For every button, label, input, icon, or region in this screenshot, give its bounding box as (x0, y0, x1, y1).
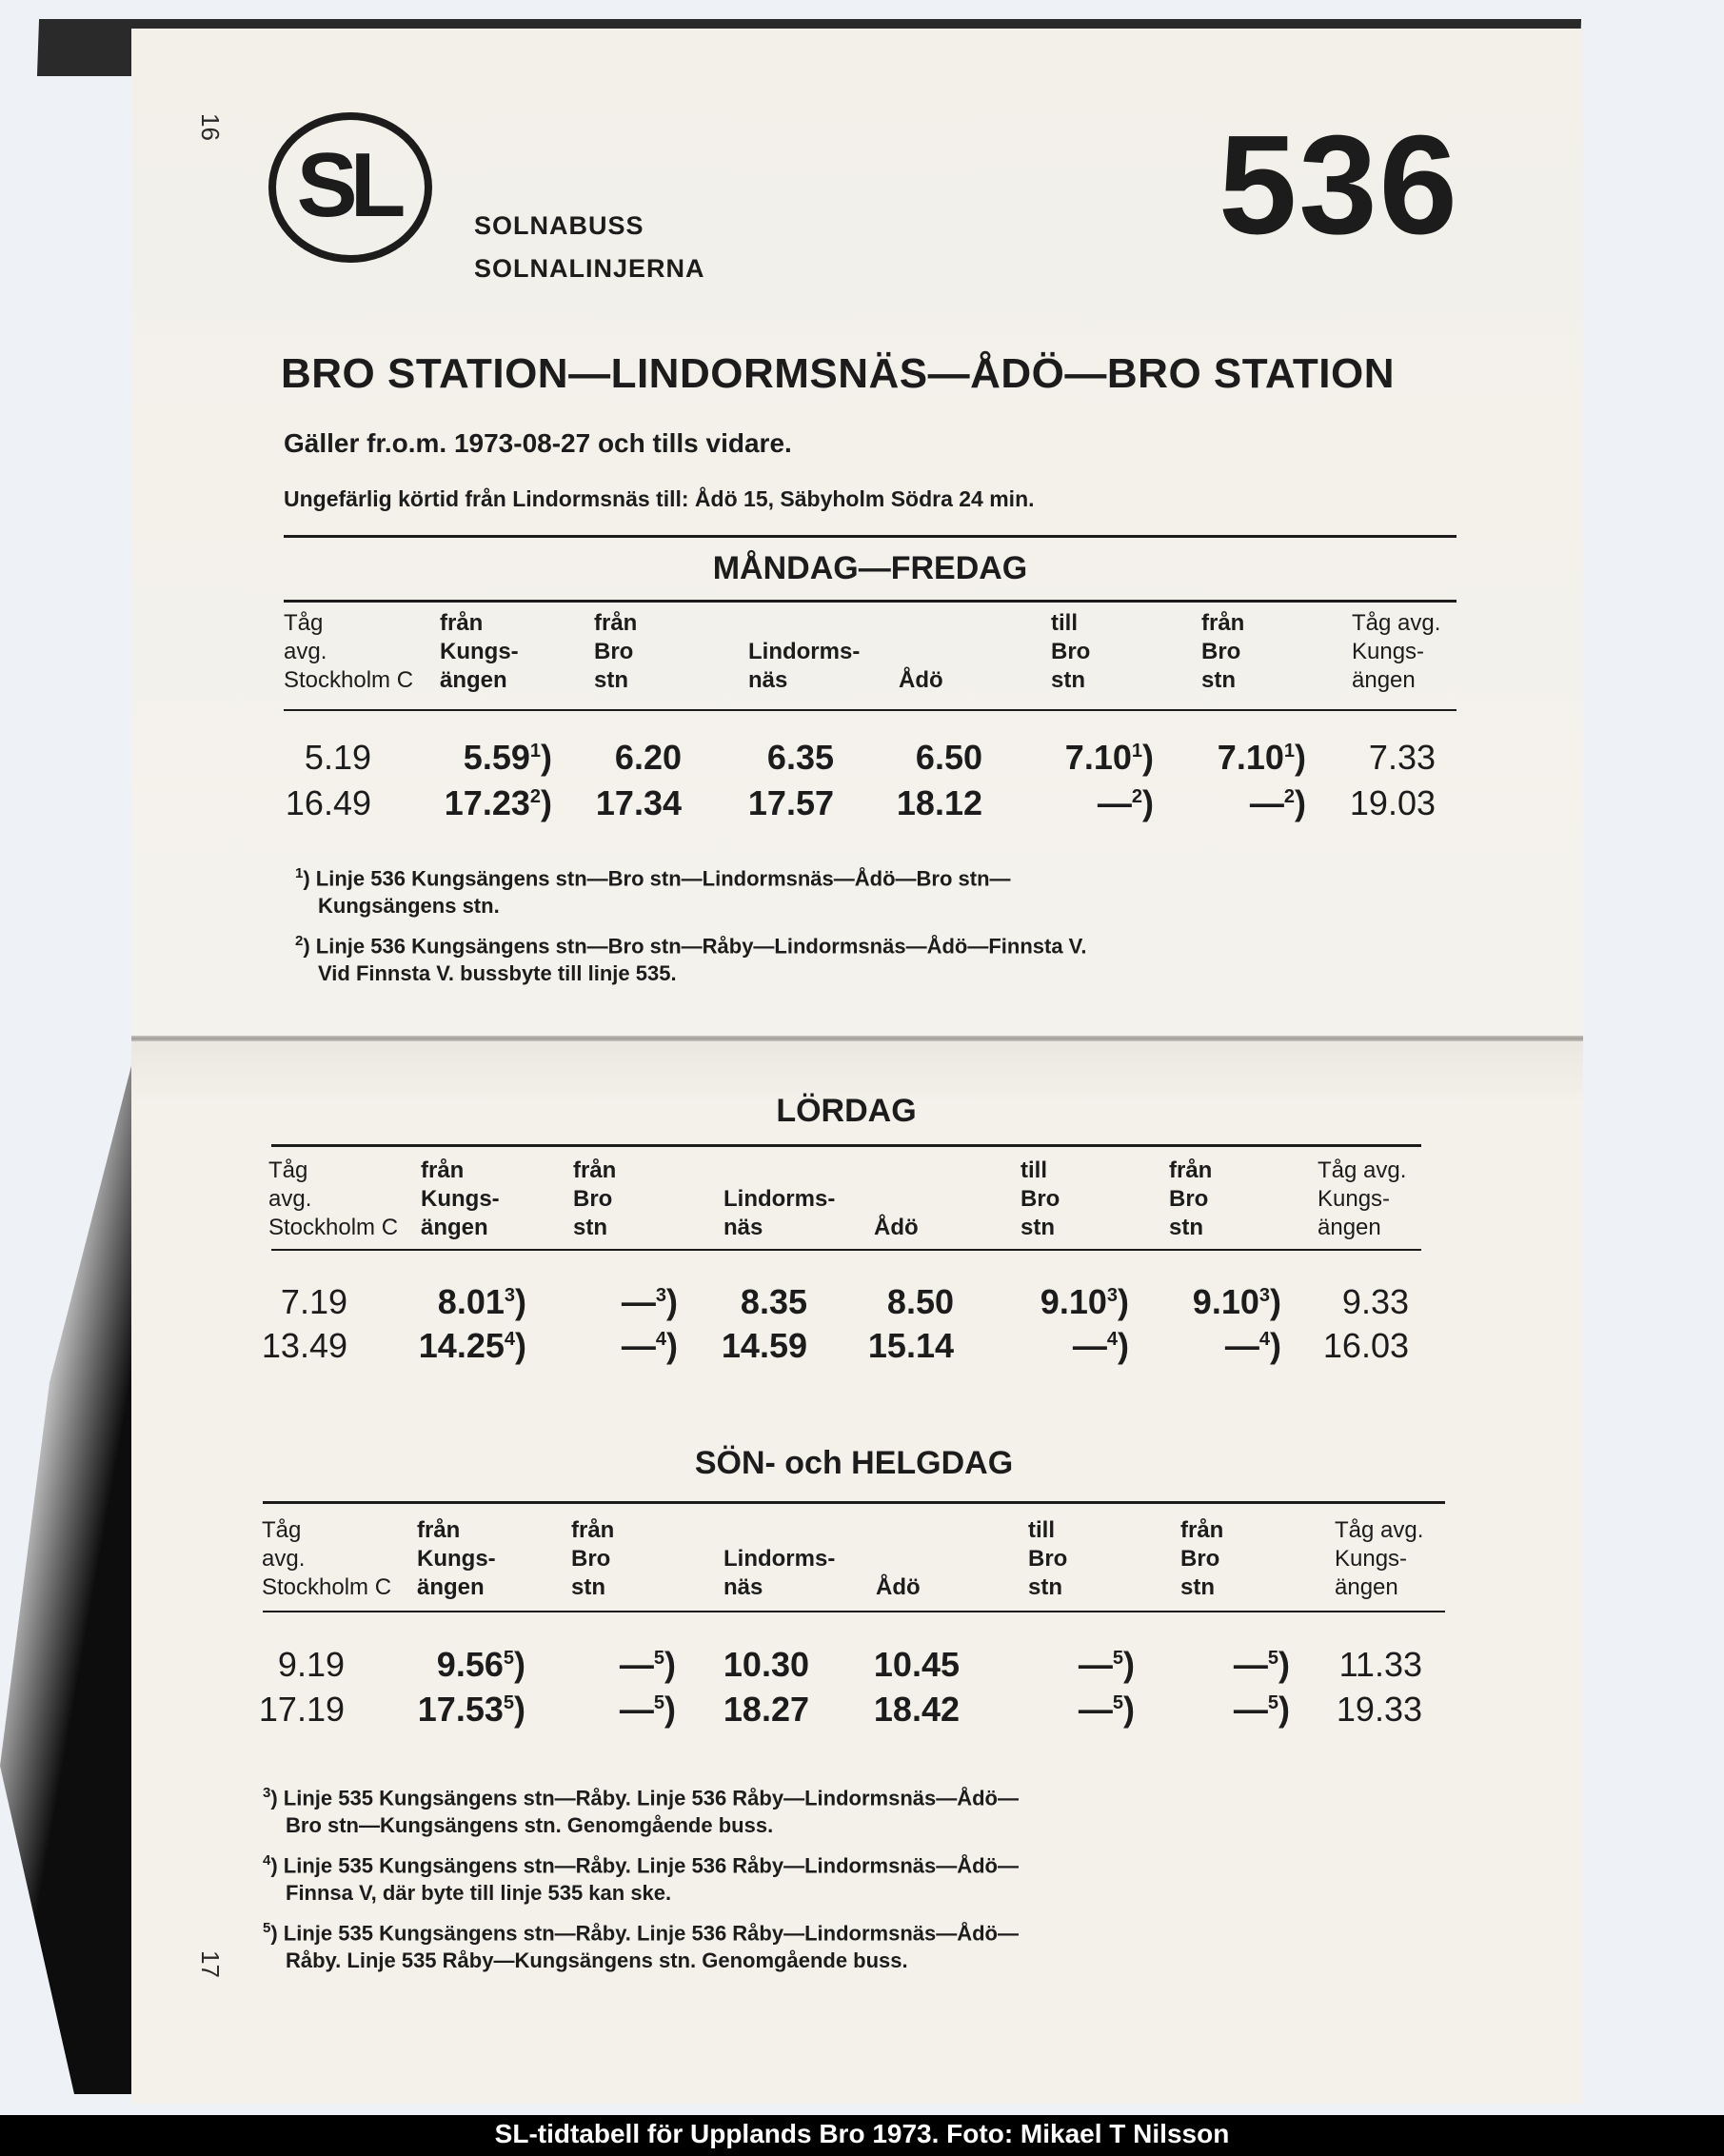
weekday-column-header: Ådö (899, 667, 943, 693)
footnote-paren: ) (514, 1690, 525, 1729)
footnote-paren: ) (1142, 783, 1154, 822)
sunday-column-header: stn (571, 1574, 605, 1600)
footnote-paren: ) (1123, 1645, 1135, 1684)
saturday-time-cell (1193, 1282, 1281, 1322)
footnote-paren: ) (515, 1326, 526, 1365)
time-value: — (1249, 783, 1284, 822)
saturday-time-cell (262, 1326, 347, 1366)
sunday-column-header: ängen (1335, 1574, 1398, 1600)
time-value: 11.33 (1338, 1645, 1422, 1684)
weekday-column-header: näs (748, 667, 788, 693)
time-value: 18.42 (873, 1690, 960, 1729)
time-value: — (1078, 1690, 1113, 1729)
sunday-time-cell (723, 1690, 809, 1730)
weekday-column-header: från (1201, 610, 1245, 636)
sunday-time-cell (1234, 1690, 1290, 1730)
time-value: 7.19 (280, 1282, 347, 1321)
sunday-time-cell (874, 1690, 960, 1730)
footnote-paren: ) (1278, 1645, 1290, 1684)
footnote-paren: ) (514, 1645, 525, 1684)
saturday-column-header: till (1021, 1157, 1047, 1183)
saturday-time-cell (1342, 1282, 1409, 1322)
weekday-column-header: Bro (1201, 639, 1241, 664)
weekday-column-header: Lindorms- (748, 639, 861, 664)
saturday-rule-header-top (271, 1144, 1421, 1147)
saturday-time-cell (868, 1326, 954, 1366)
sunday-rule-header-bottom (263, 1611, 1445, 1612)
saturday-column-header: näs (723, 1215, 763, 1240)
saturday-column-header: stn (1169, 1215, 1203, 1240)
footnote-mark: 4 (655, 1329, 666, 1350)
sl-logo (268, 112, 432, 263)
time-value: — (621, 1326, 656, 1365)
sunday-footnote (286, 1810, 773, 1841)
footnote-paren: ) (270, 1786, 284, 1810)
saturday-column-header: från (573, 1157, 617, 1183)
time-value: 15.14 (867, 1326, 954, 1365)
footnote-number: 2 (295, 933, 304, 949)
weekday-time-cell (286, 783, 371, 823)
time-value: — (621, 1282, 656, 1321)
sunday-time-cell (620, 1645, 676, 1685)
footnote-paren: ) (1123, 1690, 1135, 1729)
footnote-mark: 3 (655, 1285, 666, 1306)
footnote-paren: ) (1278, 1690, 1290, 1729)
footnote-paren: ) (1270, 1326, 1281, 1365)
weekday-column-header: Kungs- (1352, 639, 1425, 664)
footnote-paren: ) (1295, 783, 1306, 822)
footnote-mark: 1 (1283, 741, 1295, 762)
footnote-paren: ) (303, 866, 316, 891)
time-value: — (619, 1645, 654, 1684)
time-value: 13.49 (261, 1326, 347, 1365)
weekday-rule-header-bottom (284, 709, 1456, 711)
weekday-rule-header-top (284, 600, 1456, 603)
saturday-column-header: stn (573, 1215, 607, 1240)
time-value: 5.59 (463, 738, 530, 777)
time-value: 6.20 (614, 738, 682, 777)
footnote-text: Linje 536 Kungsängens stn—Bro stn—Lindormsnäs—Ådö—Bro stn— (315, 866, 1011, 891)
weekday-column-header: Kungs- (440, 639, 519, 664)
weekday-time-cell (1350, 783, 1436, 823)
sunday-column-header: från (417, 1517, 461, 1543)
sunday-rule-header-top (263, 1501, 1445, 1504)
footnote-text: Kungsängens stn. (318, 894, 500, 918)
sunday-section-title: SÖN- och HELGDAG (694, 1445, 1014, 1481)
saturday-column-header: Kungs- (421, 1186, 500, 1212)
time-value: 17.23 (444, 783, 530, 822)
footnote-paren: ) (1118, 1326, 1129, 1365)
weekday-column-header: från (440, 610, 484, 636)
weekday-column-header: Tåg (284, 610, 324, 636)
footnote-mark: 5 (1112, 1648, 1123, 1669)
time-value: 6.35 (766, 738, 834, 777)
weekday-column-header: stn (1201, 667, 1236, 693)
saturday-column-header: från (421, 1157, 465, 1183)
sunday-footnote (286, 1878, 671, 1909)
weekday-time-cell (305, 738, 371, 778)
footnote-paren: ) (666, 1282, 678, 1321)
sunday-time-cell (1079, 1690, 1135, 1730)
sunday-time-cell (278, 1645, 345, 1685)
time-value: 8.50 (886, 1282, 954, 1321)
saturday-column-header: ängen (421, 1215, 488, 1240)
time-value: 17.53 (417, 1690, 504, 1729)
time-value: — (1233, 1645, 1268, 1684)
sunday-column-header: ängen (417, 1574, 485, 1600)
saturday-time-cell (722, 1326, 807, 1366)
weekday-column-header: Bro (594, 639, 634, 664)
footnote-paren: ) (1270, 1282, 1281, 1321)
weekday-footnote (318, 891, 500, 921)
saturday-time-cell (1323, 1326, 1409, 1366)
footnote-number: 3 (263, 1785, 271, 1801)
time-value: 9.56 (436, 1645, 504, 1684)
saturday-time-cell (887, 1282, 954, 1322)
sunday-footnote (286, 1946, 908, 1976)
sunday-time-cell (1079, 1645, 1135, 1685)
sunday-time-cell (874, 1645, 960, 1685)
weekday-footnote (295, 926, 1086, 961)
saturday-column-header: stn (1021, 1215, 1055, 1240)
footnote-paren: ) (1118, 1282, 1129, 1321)
sunday-column-header: Bro (571, 1546, 611, 1572)
footnote-mark: 5 (1112, 1692, 1123, 1713)
validity-text: Gäller fr.o.m. 1973-08-27 och tills vidare. (284, 428, 792, 458)
time-value: 18.12 (896, 783, 982, 822)
sunday-time-cell (418, 1690, 525, 1730)
sunday-column-header: Bro (1028, 1546, 1068, 1572)
footnote-text: Bro stn—Kungsängens stn. Genomgående buss. (286, 1813, 774, 1837)
sunday-column-header: stn (1028, 1574, 1062, 1600)
sunday-column-header: till (1028, 1517, 1055, 1543)
operator-name: SOLNABUSS (474, 211, 644, 240)
saturday-time-cell (741, 1282, 807, 1322)
weekday-column-header: stn (1051, 667, 1085, 693)
weekday-column-header: Bro (1051, 639, 1091, 664)
footnote-mark: 5 (503, 1648, 514, 1669)
saturday-time-cell (1225, 1326, 1281, 1366)
saturday-section-title: LÖRDAG (776, 1093, 917, 1129)
weekday-time-cell (464, 738, 552, 778)
weekday-column-header: stn (594, 667, 628, 693)
saturday-time-cell (281, 1282, 347, 1322)
footnote-number: 1 (295, 865, 304, 881)
time-value: 18.27 (723, 1690, 809, 1729)
footnote-mark: 2 (1283, 786, 1295, 807)
saturday-column-header: från (1169, 1157, 1213, 1183)
saturday-column-header: Ådö (874, 1215, 919, 1240)
travel-time-note: Ungefärlig körtid från Lindormsnäs till: Ådö 15, Säbyholm Södra 24 min. (284, 486, 1035, 511)
footnote-text: Linje 535 Kungsängens stn—Råby. Linje 536 Råby—Lindormsnäs—Ådö— (283, 1853, 1019, 1878)
footnote-mark: 3 (1106, 1285, 1118, 1306)
time-value: 7.33 (1368, 738, 1436, 777)
sunday-column-header: stn (1180, 1574, 1215, 1600)
weekday-section-title: MÅNDAG—FREDAG (712, 550, 1028, 586)
weekday-footnote (318, 959, 677, 989)
time-value: 7.10 (1217, 738, 1284, 777)
sunday-column-header: näs (723, 1574, 763, 1600)
footnote-mark: 4 (504, 1329, 515, 1350)
footnote-paren: ) (664, 1690, 676, 1729)
route-title: BRO STATION—LINDORMSNÄS—ÅDÖ—BRO STATION (281, 350, 1395, 397)
saturday-column-header: avg. (268, 1186, 312, 1212)
sunday-footnote (263, 1846, 1019, 1881)
footnote-mark: 4 (1258, 1329, 1270, 1350)
sunday-column-header: från (571, 1517, 615, 1543)
weekday-time-cell (1098, 783, 1154, 823)
sunday-time-cell (1234, 1645, 1290, 1685)
weekday-column-header: Stockholm C (284, 667, 414, 693)
footnote-text: Linje 535 Kungsängens stn—Råby. Linje 536 Råby—Lindormsnäs—Ådö— (283, 1786, 1019, 1810)
time-value: 9.19 (277, 1645, 345, 1684)
footnote-mark: 5 (653, 1692, 664, 1713)
time-value: 16.03 (1322, 1326, 1409, 1365)
footnote-text: Råby. Linje 535 Råby—Kungsängens stn. Genomgående buss. (286, 1948, 908, 1972)
footnote-text: Vid Finnsta V. bussbyte till linje 535. (318, 961, 677, 985)
footnote-paren: ) (664, 1645, 676, 1684)
footnote-paren: ) (515, 1282, 526, 1321)
footnote-text: Linje 535 Kungsängens stn—Råby. Linje 536 Råby—Lindormsnäs—Ådö— (283, 1921, 1019, 1946)
saturday-time-cell (419, 1326, 526, 1366)
time-value: 14.59 (721, 1326, 807, 1365)
route-number: 536 (1219, 107, 1459, 264)
weekday-time-cell (748, 783, 834, 823)
saturday-column-header: Lindorms- (723, 1186, 836, 1212)
time-value: — (619, 1690, 654, 1729)
time-value: — (1078, 1645, 1113, 1684)
time-value: 16.49 (285, 783, 371, 822)
sunday-footnote (263, 1778, 1019, 1813)
weekday-column-header: ängen (1352, 667, 1416, 693)
time-value: 10.30 (723, 1645, 809, 1684)
sunday-column-header: Bro (1180, 1546, 1220, 1572)
time-value: 6.50 (915, 738, 982, 777)
weekday-time-cell (1218, 738, 1306, 778)
sunday-column-header: Stockholm C (262, 1574, 392, 1600)
page-number-bottom: 17 (195, 1950, 225, 1978)
footnote-paren: ) (666, 1326, 678, 1365)
saturday-column-header: Stockholm C (268, 1215, 399, 1240)
footnote-paren: ) (303, 934, 316, 959)
time-value: 8.35 (740, 1282, 807, 1321)
saturday-column-header: Tåg avg. (1318, 1157, 1407, 1183)
sunday-column-header: Tåg avg. (1335, 1517, 1424, 1543)
weekday-time-cell (1250, 783, 1306, 823)
saturday-column-header: Tåg (268, 1157, 308, 1183)
footnote-mark: 2 (529, 786, 541, 807)
weekday-time-cell (615, 738, 682, 778)
footnote-mark: 5 (1267, 1648, 1278, 1669)
booklet-fold (131, 1036, 1583, 1041)
sunday-column-header: Kungs- (1335, 1546, 1408, 1572)
time-value: — (1072, 1326, 1107, 1365)
saturday-time-cell (622, 1326, 678, 1366)
sunday-column-header: Kungs- (417, 1546, 496, 1572)
saturday-column-header: Bro (1169, 1186, 1209, 1212)
footnote-mark: 3 (1258, 1285, 1270, 1306)
footnote-paren: ) (541, 783, 552, 822)
sunday-time-cell (620, 1690, 676, 1730)
footnote-mark: 2 (1131, 786, 1142, 807)
weekday-time-cell (767, 738, 834, 778)
time-value: — (1097, 783, 1132, 822)
time-value: 17.19 (258, 1690, 345, 1729)
footnote-mark: 5 (503, 1692, 514, 1713)
time-value: 7.10 (1064, 738, 1132, 777)
time-value: 5.19 (304, 738, 371, 777)
sunday-time-cell (259, 1690, 345, 1730)
weekday-column-header: ängen (440, 667, 507, 693)
time-value: 19.33 (1336, 1690, 1422, 1729)
weekday-time-cell (1065, 738, 1154, 778)
footnote-paren: ) (270, 1921, 284, 1946)
footnote-text: Finnsa V, där byte till linje 535 kan ske. (286, 1881, 672, 1905)
sunday-time-cell (1339, 1645, 1422, 1685)
footnote-paren: ) (1295, 738, 1306, 777)
time-value: 9.10 (1192, 1282, 1259, 1321)
photo-caption: SL-tidtabell för Upplands Bro 1973. Foto: Mikael T Nilsson (494, 2119, 1230, 2148)
time-value: 17.34 (595, 783, 682, 822)
weekday-column-header: avg. (284, 639, 327, 664)
sunday-time-cell (723, 1645, 809, 1685)
footnote-mark: 5 (653, 1648, 664, 1669)
time-value: — (1233, 1690, 1268, 1729)
time-value: 14.25 (418, 1326, 505, 1365)
sl-logo-text: SL (296, 140, 399, 235)
weekday-column-header: till (1051, 610, 1078, 636)
sunday-column-header: avg. (262, 1546, 306, 1572)
weekday-column-header: från (594, 610, 638, 636)
time-value: — (1224, 1326, 1259, 1365)
footnote-mark: 5 (1267, 1692, 1278, 1713)
weekday-time-cell (1369, 738, 1436, 778)
saturday-column-header: ängen (1318, 1215, 1381, 1240)
saturday-time-cell (1073, 1326, 1129, 1366)
saturday-column-header: Bro (1021, 1186, 1060, 1212)
saturday-rule-header-bottom (271, 1249, 1421, 1251)
footnote-mark: 1 (529, 741, 541, 762)
time-value: 10.45 (873, 1645, 960, 1684)
time-value: 9.10 (1040, 1282, 1107, 1321)
time-value: 19.03 (1349, 783, 1436, 822)
time-value: 8.01 (437, 1282, 505, 1321)
saturday-time-cell (438, 1282, 526, 1322)
saturday-column-header: Bro (573, 1186, 613, 1212)
time-value: 17.57 (747, 783, 834, 822)
footnote-number: 4 (263, 1852, 271, 1869)
footnote-number: 5 (263, 1920, 271, 1936)
operator-subname: SOLNALINJERNA (474, 254, 705, 283)
sl-logo-mark (288, 140, 412, 235)
saturday-column-header: Kungs- (1318, 1186, 1391, 1212)
weekday-time-cell (596, 783, 682, 823)
weekday-rule-top (284, 535, 1456, 538)
sunday-column-header: Lindorms- (723, 1546, 836, 1572)
footnote-paren: ) (270, 1853, 284, 1878)
sunday-column-header: Ådö (876, 1574, 921, 1600)
photo-caption-bar (0, 2115, 1724, 2156)
time-value: 9.33 (1341, 1282, 1409, 1321)
saturday-time-cell (1040, 1282, 1129, 1322)
saturday-time-cell (622, 1282, 678, 1322)
weekday-footnote (295, 859, 1011, 894)
footnote-paren: ) (1142, 738, 1154, 777)
page-number-top: 16 (195, 113, 225, 141)
sunday-column-header: Tåg (262, 1517, 302, 1543)
footnote-mark: 4 (1106, 1329, 1118, 1350)
footnote-text: Linje 536 Kungsängens stn—Bro stn—Råby—Lindormsnäs—Ådö—Finnsta V. (315, 934, 1087, 959)
sunday-time-cell (1337, 1690, 1422, 1730)
footnote-mark: 3 (504, 1285, 515, 1306)
weekday-time-cell (897, 783, 982, 823)
sunday-time-cell (437, 1645, 525, 1685)
weekday-column-header: Tåg avg. (1352, 610, 1441, 636)
sunday-footnote (263, 1913, 1019, 1948)
footnote-mark: 1 (1131, 741, 1142, 762)
weekday-time-cell (916, 738, 982, 778)
sunday-column-header: från (1180, 1517, 1224, 1543)
footnote-paren: ) (541, 738, 552, 777)
weekday-time-cell (445, 783, 552, 823)
